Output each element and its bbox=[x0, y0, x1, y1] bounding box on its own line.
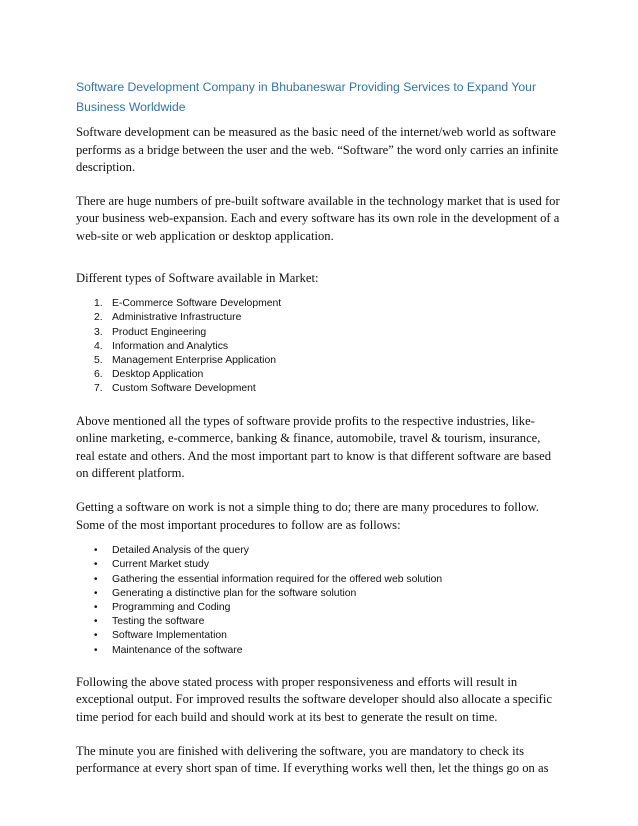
list-item-text: E-Commerce Software Development bbox=[112, 298, 282, 310]
list-item-text: Current Market study bbox=[112, 559, 210, 571]
list-item-text: Detailed Analysis of the query bbox=[112, 545, 249, 557]
list-item-text: Gathering the essential information required for the offered web solution bbox=[112, 573, 443, 585]
paragraph-procedures-intro: Getting a software on work is not a simple thing to do; there are many procedures to follow. Some of the most important procedures to follow are as follows: bbox=[76, 499, 539, 532]
document-title: Software Development Company in Bhubaneswar Providing Services to Expand Your Business Worldwide bbox=[76, 80, 536, 114]
list-item-text: Programming and Coding bbox=[112, 601, 231, 613]
list-item-text: Product Engineering bbox=[112, 326, 207, 338]
software-types-list bbox=[76, 297, 562, 396]
list-item-text: Information and Analytics bbox=[112, 340, 229, 352]
bullet-icon: • bbox=[94, 644, 98, 656]
paragraph-software-types-heading: Different types of Software available in Market: bbox=[76, 270, 319, 285]
bullet-icon: • bbox=[94, 559, 98, 571]
list-item-text: Desktop Application bbox=[112, 369, 204, 381]
bullet-icon: • bbox=[94, 587, 98, 599]
list-item bbox=[76, 354, 562, 368]
list-item bbox=[76, 587, 562, 601]
list-item-text: Administrative Infrastructure bbox=[112, 312, 242, 324]
procedures-list bbox=[76, 544, 562, 658]
list-item bbox=[76, 368, 562, 382]
list-item bbox=[76, 382, 562, 396]
list-number: 6. bbox=[94, 369, 103, 381]
list-item bbox=[76, 573, 562, 587]
paragraph-performance-check: The minute you are finished with delivering the software, you are mandatory to check its performance at every short span of time. If everything works well then, let the things go on as bbox=[76, 743, 549, 776]
list-item-text: Management Enterprise Application bbox=[112, 354, 277, 366]
bullet-icon: • bbox=[94, 573, 98, 585]
list-item bbox=[76, 601, 562, 615]
list-number: 2. bbox=[94, 312, 103, 324]
list-number: 4. bbox=[94, 340, 103, 352]
list-item bbox=[76, 297, 562, 311]
list-number: 3. bbox=[94, 326, 103, 338]
bullet-icon: • bbox=[94, 601, 98, 613]
bullet-icon: • bbox=[94, 630, 98, 642]
list-item-text: Testing the software bbox=[112, 616, 205, 628]
list-item bbox=[76, 340, 562, 354]
list-item bbox=[76, 544, 562, 558]
paragraph-prebuilt-software: There are huge numbers of pre-built software available in the technology market that is used for your business web-expansion. Each and every software has its own role in the development of a web-site or web application or desktop application. bbox=[76, 193, 560, 243]
paragraph-process-results: Following the above stated process with proper responsiveness and efforts will result in exceptional output. For improved results the software developer should also allocate a specific time period for each build and should work at its best to generate the result on time. bbox=[76, 674, 552, 724]
paragraph-intro: Software development can be measured as the basic need of the internet/web world as software performs as a bridge between the user and the web. “Software” the word only carries an infinite description. bbox=[76, 125, 559, 175]
list-item bbox=[76, 615, 562, 629]
list-item-text: Maintenance of the software bbox=[112, 644, 243, 656]
paragraph-software-profits: Above mentioned all the types of software provide profits to the respective industries, like-online marketing, e-commerce, banking & finance, automobile, travel & tourism, insurance, real estate and others. And the most important part to know is that different software are based on different platform. bbox=[76, 413, 552, 481]
list-item bbox=[76, 558, 562, 572]
list-item-text: Custom Software Development bbox=[112, 383, 256, 395]
list-item bbox=[76, 326, 562, 340]
list-item-text: Generating a distinctive plan for the software solution bbox=[112, 587, 357, 599]
list-item bbox=[76, 629, 562, 643]
list-number: 7. bbox=[94, 383, 103, 395]
bullet-icon: • bbox=[94, 545, 98, 557]
list-item bbox=[76, 311, 562, 325]
document-content bbox=[76, 77, 562, 794]
list-number: 1. bbox=[94, 298, 103, 310]
list-number: 5. bbox=[94, 354, 103, 366]
list-item-text: Software Implementation bbox=[112, 630, 227, 642]
list-item bbox=[76, 644, 562, 658]
bullet-icon: • bbox=[94, 616, 98, 628]
